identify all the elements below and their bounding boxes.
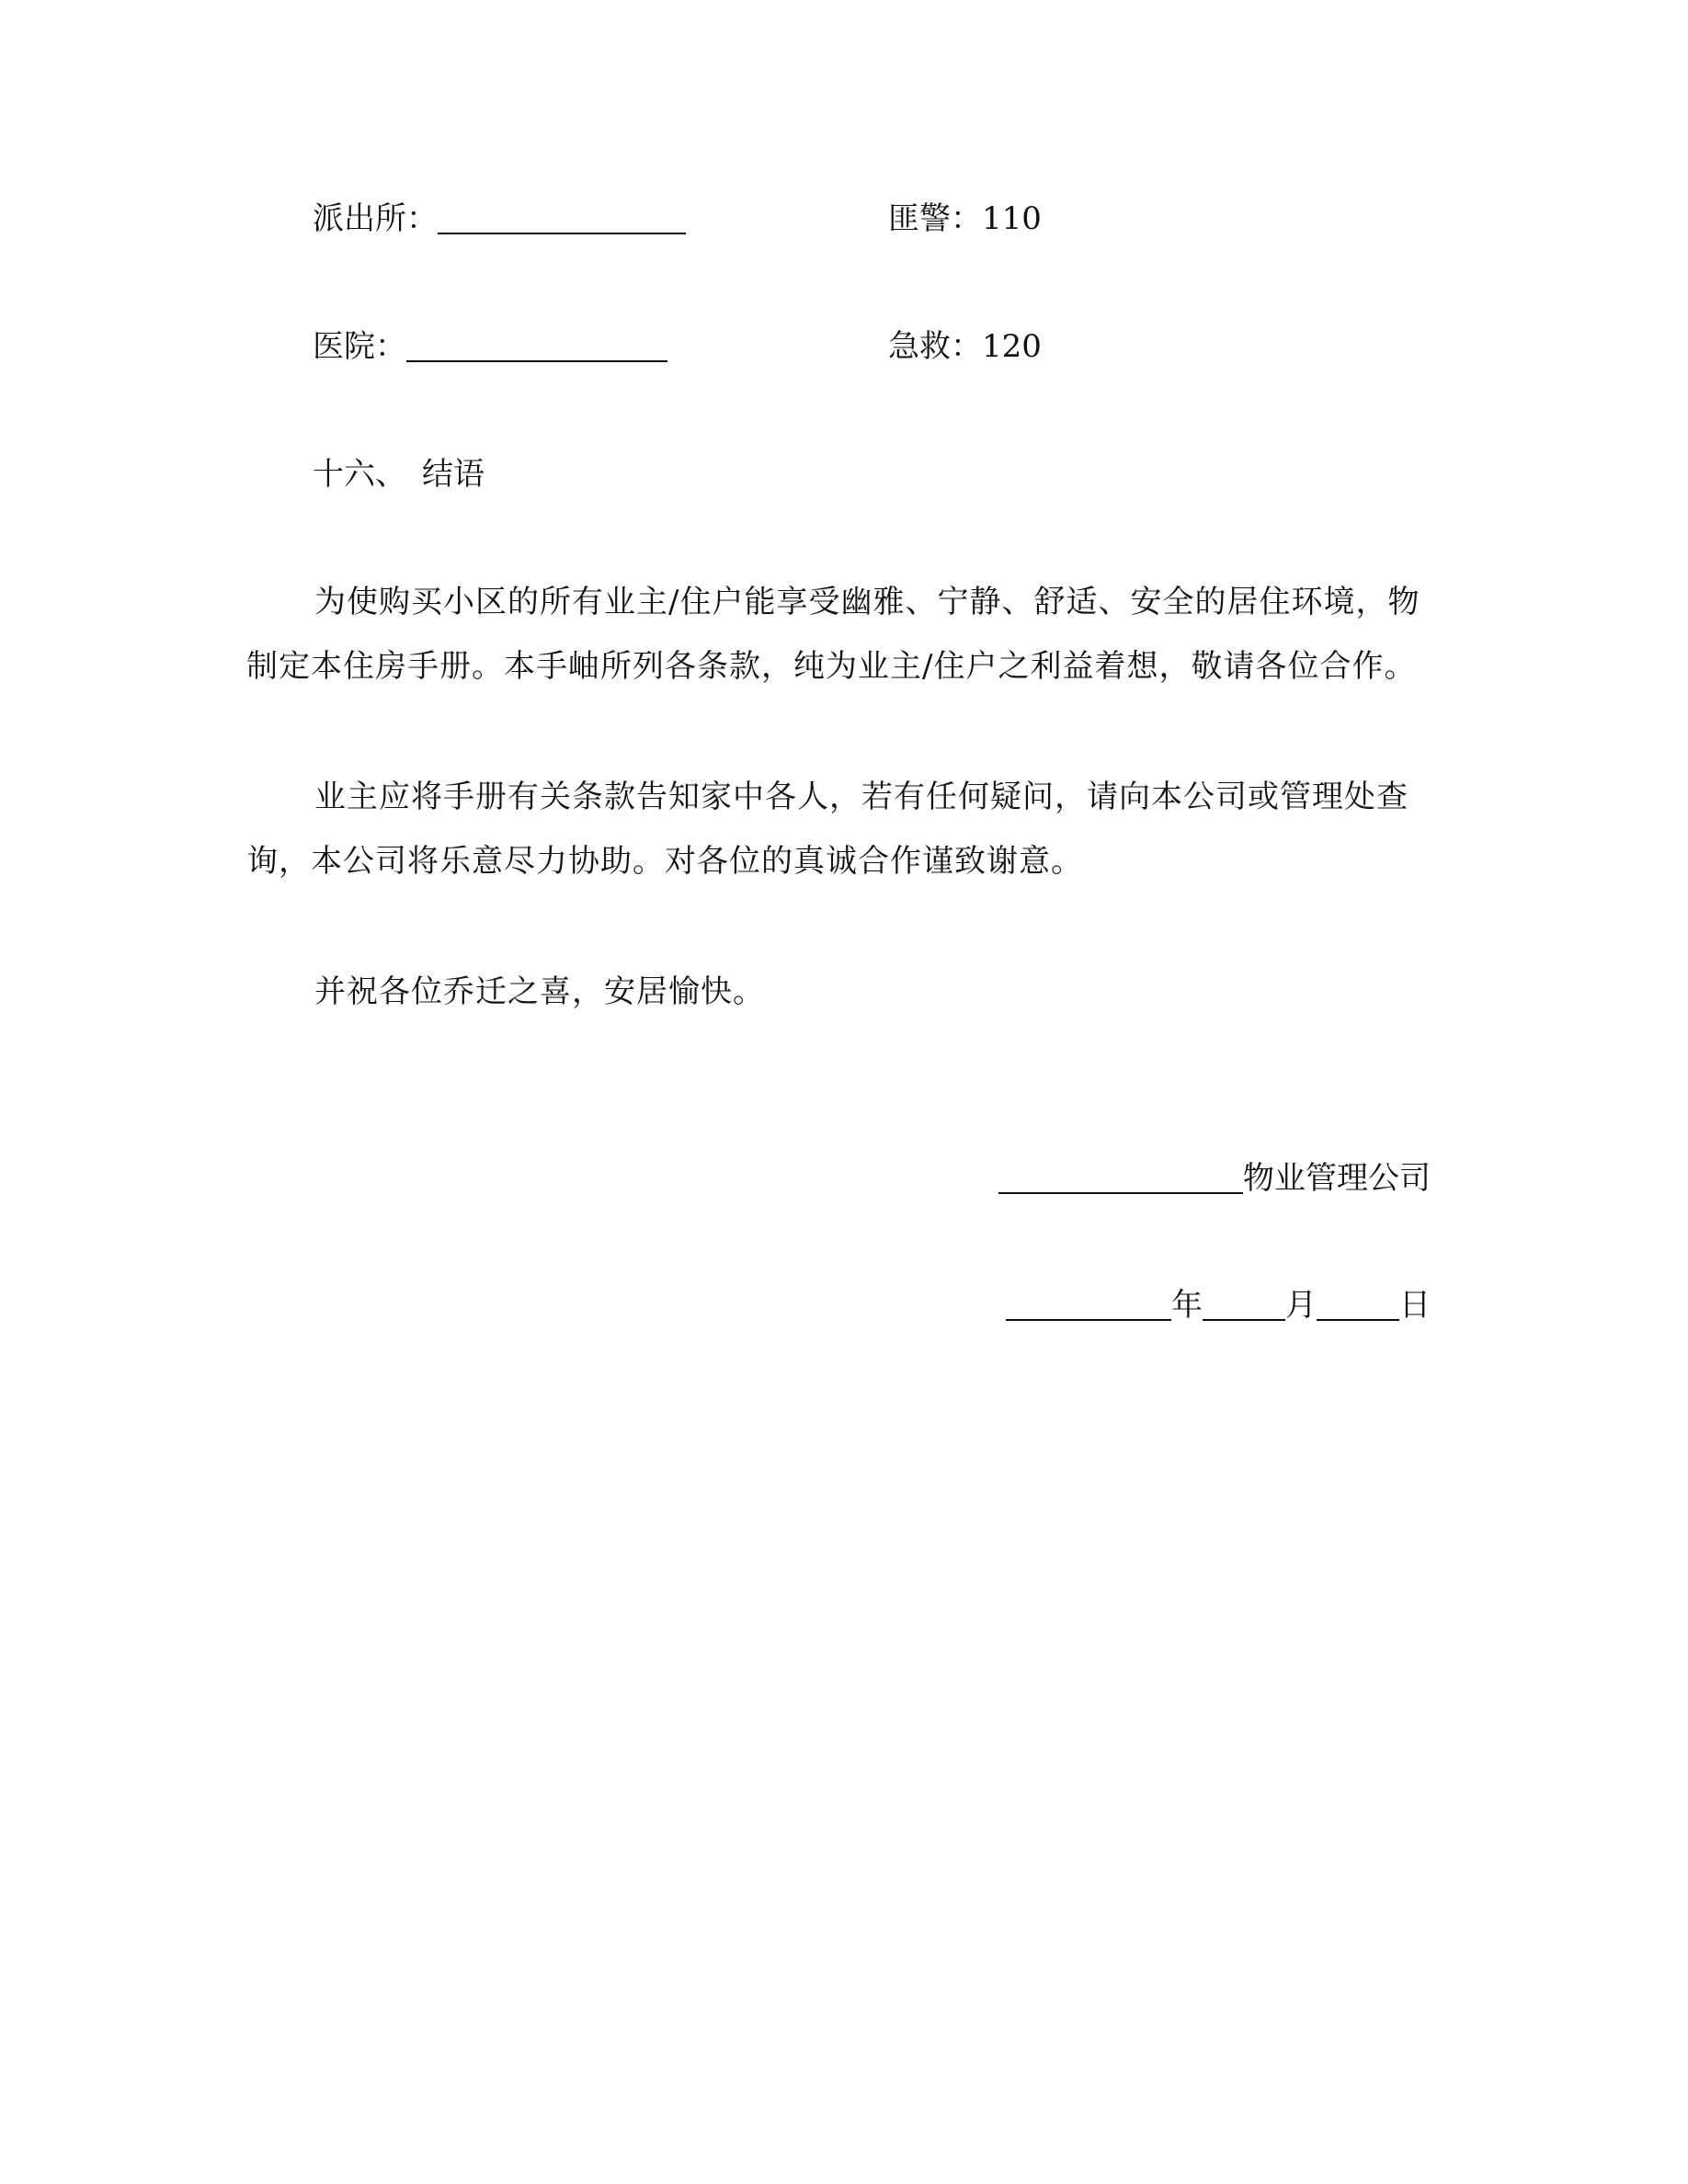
emergency-text: 急救：120	[888, 328, 1042, 365]
paragraph-2: 业主应将手册有关条款告知家中各人，若有任何疑问，请向本公司或管理处查询，本公司将乐意尽力协助。对各位的真诚合作谨致谢意。	[246, 779, 1409, 880]
police-station-row	[313, 200, 686, 237]
hospital-blank	[406, 331, 667, 362]
emergency-number	[888, 328, 1042, 365]
year-label: 年	[1171, 1287, 1203, 1324]
bandit-alarm-text: 匪警：110	[888, 200, 1042, 237]
paragraph-1: 为使购买小区的所有业主/住户能享受幽雅、宁静、舒适、安全的居住环境，物制定本住房手册。本手岫所列各条款，纯为业主/住户之利益着想，敬请各位合作。	[246, 584, 1420, 685]
month-blank	[1203, 1290, 1285, 1321]
hospital-label: 医院：	[313, 328, 406, 365]
bandit-alarm-number	[888, 200, 1042, 237]
company-suffix: 物业管理公司	[1243, 1160, 1431, 1197]
police-station-label: 派出所：	[313, 200, 438, 237]
company-name-blank	[998, 1163, 1243, 1194]
month-label: 月	[1285, 1287, 1317, 1324]
paragraph-3: 并祝各位乔迁之喜，安居愉快。	[314, 973, 765, 1010]
day-label: 日	[1399, 1287, 1431, 1324]
year-blank	[1006, 1290, 1171, 1321]
day-blank	[1317, 1290, 1399, 1321]
section-heading	[313, 456, 485, 493]
company-signature	[998, 1160, 1431, 1197]
hospital-row	[313, 328, 667, 365]
police-station-blank	[438, 203, 686, 234]
section-heading-text: 十六、 结语	[313, 456, 485, 493]
date-line	[1006, 1287, 1431, 1324]
